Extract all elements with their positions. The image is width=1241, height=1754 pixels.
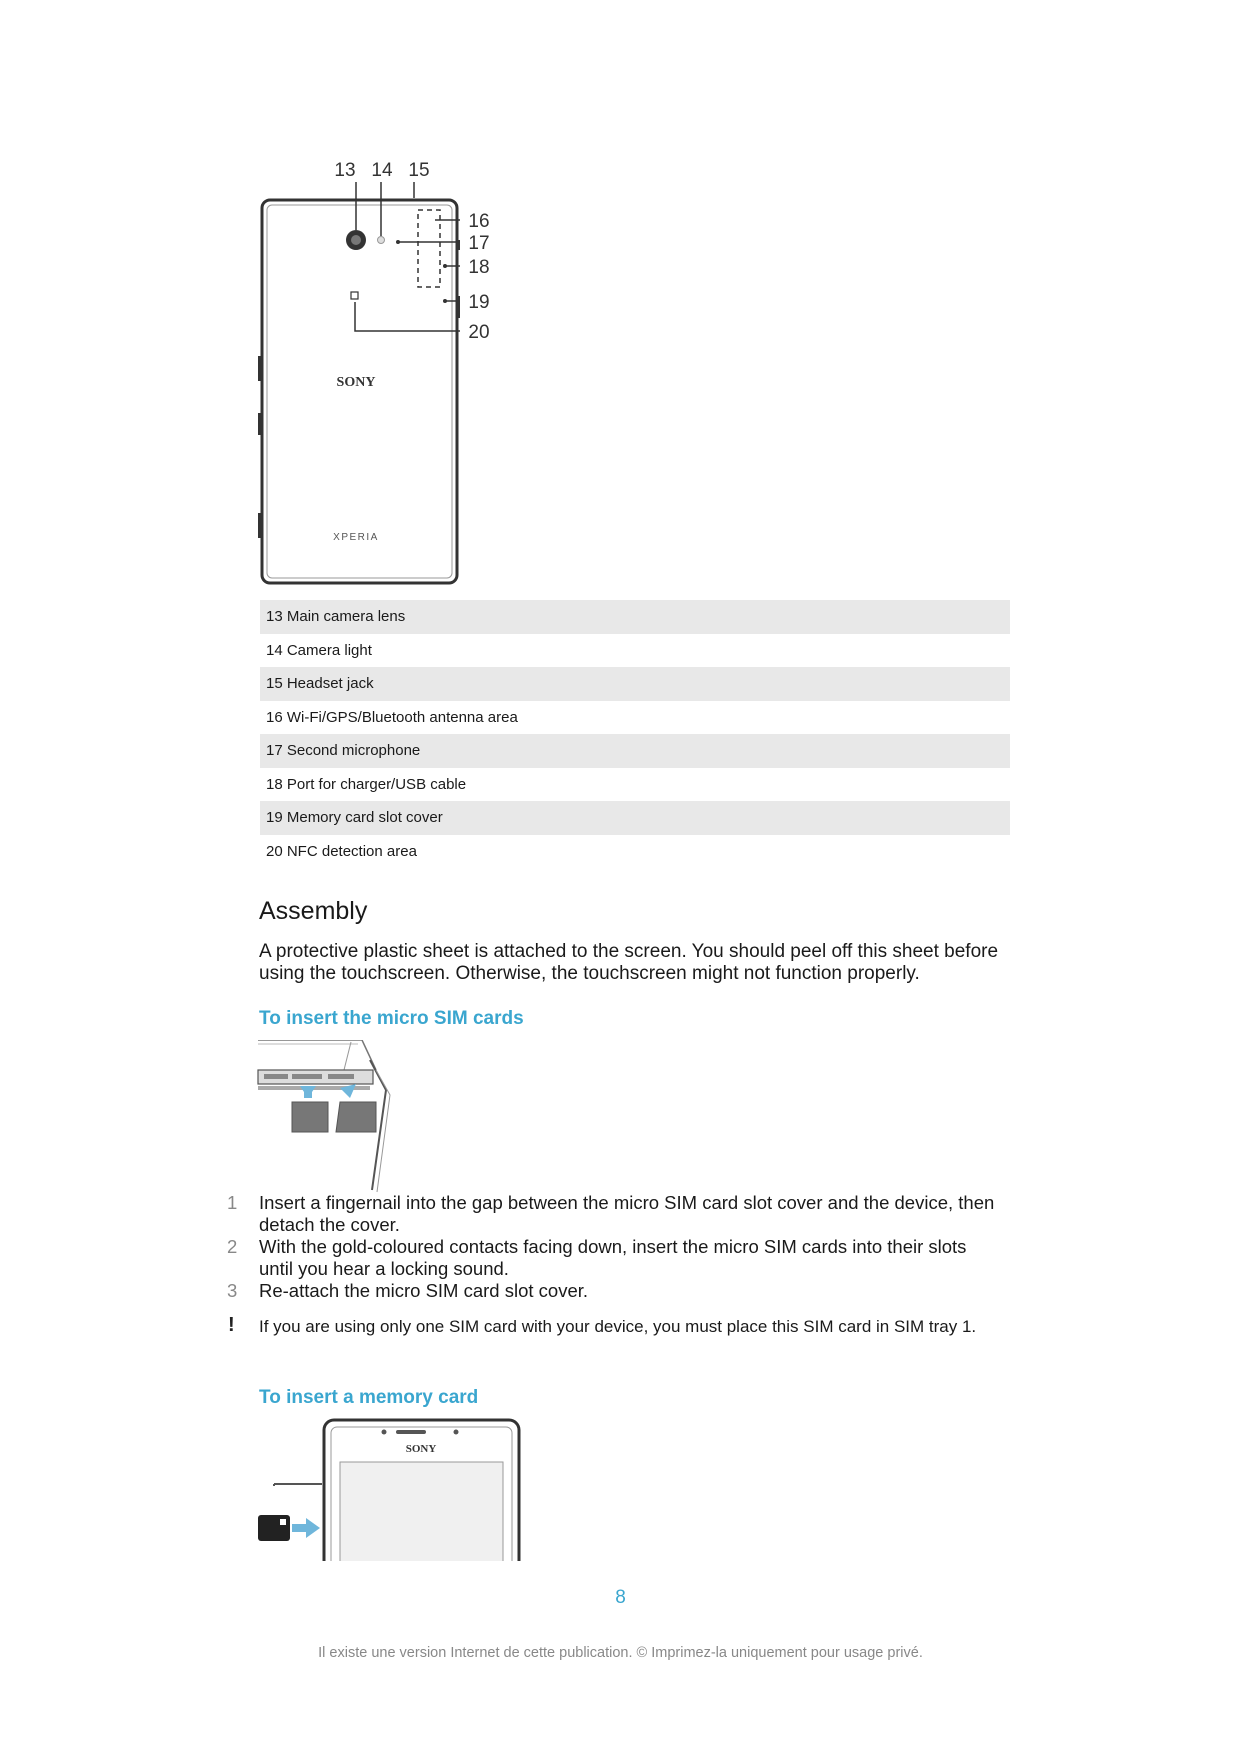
step-text: Re-attach the micro SIM card slot cover. — [259, 1280, 589, 1301]
brand-sony: SONY — [336, 375, 376, 390]
step-number: 1 — [227, 1192, 238, 1213]
callout-13: 13 — [334, 160, 356, 181]
callout-19: 19 — [468, 292, 490, 313]
body-paragraph: A protective plastic sheet is attached to the screen. You should peel off this sheet before using the touchscreen. Otherwise, the touchscreen might not function properly. — [259, 941, 999, 984]
table-row: 18 Port for charger/USB cable — [266, 775, 467, 793]
step-list — [222, 1192, 1002, 1302]
callout-15: 15 — [408, 160, 430, 181]
callout-16: 16 — [468, 211, 490, 232]
footer-text: Il existe une version Internet de cette publication. © Imprimez-la uniquement pour usage privé. — [318, 1645, 923, 1661]
note-text: If you are using only one SIM card with your device, you must place this SIM card in SIM tray 1. — [259, 1317, 977, 1336]
phone-back-illustration — [250, 158, 510, 588]
list-item — [222, 1236, 1002, 1280]
brand-sony-front: SONY — [405, 1443, 437, 1455]
sim-insertion-illustration — [256, 1040, 416, 1195]
memory-card-illustration — [256, 1418, 526, 1561]
table-row: 13 Main camera lens — [260, 600, 1010, 634]
table-row: 19 Memory card slot cover — [260, 801, 1010, 835]
warning-icon: ! — [228, 1314, 235, 1336]
list-item — [222, 1280, 1002, 1302]
subheading-memory: To insert a memory card — [259, 1387, 479, 1408]
table-row: 17 Second microphone — [260, 734, 1010, 768]
note-box — [222, 1314, 1002, 1337]
section-heading: Assembly — [259, 897, 368, 925]
brand-xperia: XPERIA — [333, 532, 379, 543]
callout-14: 14 — [371, 160, 393, 181]
callout-20: 20 — [468, 322, 490, 343]
parts-table — [260, 600, 1010, 868]
step-text: With the gold-coloured contacts facing down, insert the micro SIM cards into their slots until you hear a locking sound. — [259, 1236, 967, 1279]
table-row: 20 NFC detection area — [266, 842, 417, 860]
step-number: 3 — [227, 1280, 238, 1301]
page-number: 8 — [615, 1587, 626, 1608]
subheading-sim: To insert the micro SIM cards — [259, 1008, 524, 1029]
table-row: 16 Wi-Fi/GPS/Bluetooth antenna area — [266, 708, 518, 726]
callout-18: 18 — [468, 257, 490, 278]
table-row: 15 Headset jack — [260, 667, 1010, 701]
callout-17: 17 — [468, 233, 490, 254]
table-row: 14 Camera light — [266, 641, 372, 659]
step-text: Insert a fingernail into the gap between the micro SIM card slot cover and the device, then detach the cover. — [259, 1192, 995, 1235]
step-number: 2 — [227, 1236, 238, 1257]
list-item — [222, 1192, 1002, 1236]
